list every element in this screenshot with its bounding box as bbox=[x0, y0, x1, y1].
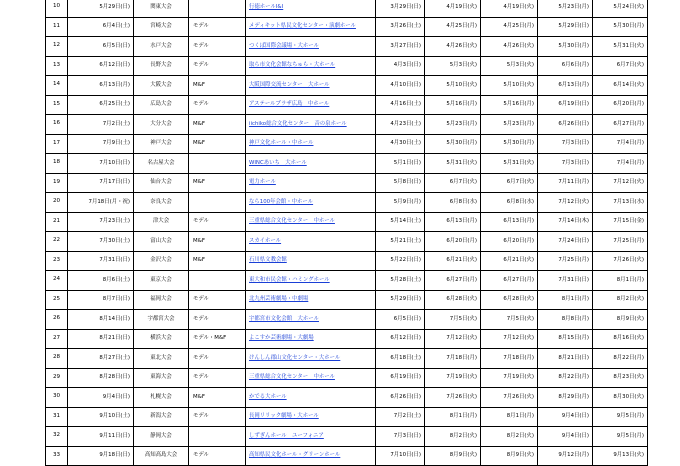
date-cell-2: 4月19日(火) bbox=[425, 0, 481, 17]
table-row bbox=[46, 154, 648, 174]
date-cell-5: 8月9日(火) bbox=[593, 310, 648, 330]
row-number-cell: 23 bbox=[46, 251, 68, 271]
date-cell-1: 3月26日(土) bbox=[376, 17, 425, 37]
category-cell: モデル・M&F bbox=[189, 329, 246, 349]
category-cell: M&F bbox=[189, 115, 246, 135]
event-date-cell: 7月18日(月・祝) bbox=[68, 193, 134, 213]
date-cell-5: 7月13日(水) bbox=[593, 193, 648, 213]
venue-link[interactable]: 三重県総合文化センター 中ホール bbox=[249, 374, 335, 381]
venue-link[interactable]: 大阪国際交流センター 大ホール bbox=[249, 81, 330, 88]
date-cell-2: 4月26日(火) bbox=[425, 37, 481, 57]
row-number-cell: 25 bbox=[46, 290, 68, 310]
venue-link-cell bbox=[246, 446, 376, 466]
category-cell: モデル bbox=[189, 407, 246, 427]
table-row bbox=[46, 310, 648, 330]
date-cell-4: 6月13日(月) bbox=[538, 76, 593, 96]
date-cell-3: 6月21日(火) bbox=[481, 251, 538, 271]
event-name-cell: 神戸大会 bbox=[134, 134, 189, 154]
category-cell: モデル bbox=[189, 95, 246, 115]
category-cell: モデル bbox=[189, 212, 246, 232]
date-cell-4: 7月31日(日) bbox=[538, 271, 593, 291]
date-cell-1: 3月29日(日) bbox=[376, 0, 425, 17]
venue-link-cell bbox=[246, 56, 376, 76]
date-cell-2: 7月12日(火) bbox=[425, 329, 481, 349]
venue-link[interactable]: なら100年会館・中ホール bbox=[249, 198, 314, 205]
category-cell: モデル bbox=[189, 290, 246, 310]
venue-link-cell bbox=[246, 76, 376, 96]
schedule-sheet bbox=[45, 0, 647, 466]
date-cell-5: 8月2日(火) bbox=[593, 290, 648, 310]
date-cell-4: 8月8日(月) bbox=[538, 310, 593, 330]
category-cell bbox=[189, 427, 246, 447]
table-row bbox=[46, 193, 648, 213]
venue-link[interactable]: 三重県総合文化センター 中ホール bbox=[249, 218, 335, 225]
venue-link-cell bbox=[246, 212, 376, 232]
row-number-cell: 14 bbox=[46, 76, 68, 96]
row-number-cell: 16 bbox=[46, 115, 68, 135]
date-cell-3: 5月10日(火) bbox=[481, 76, 538, 96]
schedule-table bbox=[45, 0, 648, 466]
date-cell-2: 5月16日(月) bbox=[425, 95, 481, 115]
venue-link[interactable]: しずぎんホール ユーフォニア bbox=[249, 432, 324, 439]
venue-link[interactable]: 電力ホール bbox=[249, 179, 276, 186]
date-cell-3: 6月7日(火) bbox=[481, 173, 538, 193]
event-name-cell: 東京大会 bbox=[134, 271, 189, 291]
category-cell: M&F bbox=[189, 251, 246, 271]
event-date-cell: 8月28日(日) bbox=[68, 368, 134, 388]
date-cell-5: 6月27日(月) bbox=[593, 115, 648, 135]
event-name-cell: 福岡大会 bbox=[134, 290, 189, 310]
date-cell-5: 7月25日(月) bbox=[593, 232, 648, 252]
category-cell bbox=[189, 0, 246, 17]
category-cell: モデル bbox=[189, 349, 246, 369]
date-cell-1: 5月8日(日) bbox=[376, 173, 425, 193]
category-cell bbox=[189, 154, 246, 174]
date-cell-4: 8月29日(月) bbox=[538, 388, 593, 408]
table-row bbox=[46, 115, 648, 135]
event-name-cell: 高知高島大会 bbox=[134, 446, 189, 466]
table-row bbox=[46, 271, 648, 291]
date-cell-3: 7月12日(火) bbox=[481, 329, 538, 349]
category-cell: モデル bbox=[189, 17, 246, 37]
event-date-cell: 8月14日(日) bbox=[68, 310, 134, 330]
venue-link[interactable]: iichiko総合文化センター 音の泉ホール bbox=[249, 120, 347, 127]
date-cell-2: 6月27日(月) bbox=[425, 271, 481, 291]
table-row bbox=[46, 37, 648, 57]
date-cell-4: 9月12日(月) bbox=[538, 446, 593, 466]
event-name-cell: 金沢大会 bbox=[134, 251, 189, 271]
venue-link-cell bbox=[246, 17, 376, 37]
table-row bbox=[46, 329, 648, 349]
venue-link[interactable]: 長岡リリック劇場・大ホール bbox=[249, 413, 319, 420]
date-cell-1: 3月27日(日) bbox=[376, 37, 425, 57]
date-cell-3: 5月23日(月) bbox=[481, 115, 538, 135]
date-cell-3: 8月1日(月) bbox=[481, 407, 538, 427]
date-cell-2: 5月3日(火) bbox=[425, 56, 481, 76]
venue-link-cell bbox=[246, 193, 376, 213]
date-cell-4: 7月11日(月) bbox=[538, 173, 593, 193]
date-cell-2: 7月19日(火) bbox=[425, 368, 481, 388]
venue-link[interactable]: 石川県文教会館 bbox=[249, 257, 287, 264]
category-cell: モデル bbox=[189, 368, 246, 388]
date-cell-5: 9月5日(月) bbox=[593, 427, 648, 447]
date-cell-4: 6月26日(日) bbox=[538, 115, 593, 135]
date-cell-1: 4月30日(土) bbox=[376, 134, 425, 154]
event-name-cell: 宇都宮大会 bbox=[134, 310, 189, 330]
event-name-cell: 広島大会 bbox=[134, 95, 189, 115]
date-cell-5: 7月4日(月) bbox=[593, 134, 648, 154]
venue-link-cell bbox=[246, 427, 376, 447]
date-cell-1: 5月1日(日) bbox=[376, 154, 425, 174]
event-name-cell: 宮崎大会 bbox=[134, 17, 189, 37]
date-cell-4: 7月25日(月) bbox=[538, 251, 593, 271]
venue-link-cell bbox=[246, 115, 376, 135]
date-cell-5: 7月4日(月) bbox=[593, 154, 648, 174]
venue-link-cell bbox=[246, 271, 376, 291]
event-date-cell: 5月29日(日) bbox=[68, 0, 134, 17]
venue-link-cell bbox=[246, 251, 376, 271]
event-date-cell: 6月25日(土) bbox=[68, 95, 134, 115]
date-cell-3: 6月13日(月) bbox=[481, 212, 538, 232]
date-cell-3: 7月19日(火) bbox=[481, 368, 538, 388]
event-date-cell: 8月27日(土) bbox=[68, 349, 134, 369]
date-cell-4: 5月30日(月) bbox=[538, 37, 593, 57]
table-row bbox=[46, 173, 648, 193]
date-cell-3: 5月31日(火) bbox=[481, 154, 538, 174]
date-cell-2: 6月20日(月) bbox=[425, 232, 481, 252]
date-cell-3: 5月16日(月) bbox=[481, 95, 538, 115]
date-cell-3: 8月9日(火) bbox=[481, 446, 538, 466]
event-date-cell: 8月21日(日) bbox=[68, 329, 134, 349]
date-cell-1: 4月23日(土) bbox=[376, 115, 425, 135]
date-cell-5: 5月24日(火) bbox=[593, 0, 648, 17]
date-cell-2: 6月8日(水) bbox=[425, 193, 481, 213]
event-date-cell: 6月12日(日) bbox=[68, 56, 134, 76]
row-number-cell: 15 bbox=[46, 95, 68, 115]
event-date-cell: 8月7日(日) bbox=[68, 290, 134, 310]
date-cell-2: 5月31日(火) bbox=[425, 154, 481, 174]
date-cell-2: 8月1日(月) bbox=[425, 407, 481, 427]
date-cell-1: 5月14日(土) bbox=[376, 212, 425, 232]
schedule-rows bbox=[46, 0, 648, 466]
table-row bbox=[46, 76, 648, 96]
event-date-cell: 9月10日(土) bbox=[68, 407, 134, 427]
date-cell-1: 5月9日(月) bbox=[376, 193, 425, 213]
category-cell: モデル bbox=[189, 37, 246, 57]
date-cell-3: 7月26日(火) bbox=[481, 388, 538, 408]
event-name-cell: 奈良大会 bbox=[134, 193, 189, 213]
row-number-cell: 26 bbox=[46, 310, 68, 330]
row-number-cell: 33 bbox=[46, 446, 68, 466]
date-cell-5: 8月23日(火) bbox=[593, 368, 648, 388]
category-cell bbox=[189, 271, 246, 291]
date-cell-5: 6月14日(火) bbox=[593, 76, 648, 96]
row-number-cell: 19 bbox=[46, 173, 68, 193]
event-date-cell: 7月10日(日) bbox=[68, 154, 134, 174]
date-cell-2: 6月13日(月) bbox=[425, 212, 481, 232]
date-cell-5: 5月30日(月) bbox=[593, 17, 648, 37]
date-cell-2: 6月21日(火) bbox=[425, 251, 481, 271]
row-number-cell: 28 bbox=[46, 349, 68, 369]
date-cell-2: 5月30日(月) bbox=[425, 134, 481, 154]
venue-link-cell bbox=[246, 329, 376, 349]
event-name-cell: 東北大会 bbox=[134, 349, 189, 369]
date-cell-4: 9月4日(日) bbox=[538, 427, 593, 447]
category-cell: M&F bbox=[189, 388, 246, 408]
venue-link[interactable]: 高知県民文化ホール・グリーンホール bbox=[249, 452, 341, 459]
date-cell-2: 4月25日(月) bbox=[425, 17, 481, 37]
table-row bbox=[46, 290, 648, 310]
venue-link[interactable]: WINCあいち 大ホール bbox=[249, 159, 307, 166]
date-cell-4: 7月12日(火) bbox=[538, 193, 593, 213]
date-cell-5: 7月12日(火) bbox=[593, 173, 648, 193]
table-row bbox=[46, 446, 648, 466]
date-cell-5: 8月22日(月) bbox=[593, 349, 648, 369]
table-row bbox=[46, 368, 648, 388]
table-row bbox=[46, 407, 648, 427]
row-number-cell: 12 bbox=[46, 37, 68, 57]
date-cell-1: 7月3日(日) bbox=[376, 427, 425, 447]
date-cell-2: 7月5日(火) bbox=[425, 310, 481, 330]
date-cell-2: 6月7日(火) bbox=[425, 173, 481, 193]
venue-link[interactable]: 東大和市民会館・ハミングホール bbox=[249, 276, 330, 283]
date-cell-1: 4月16日(土) bbox=[376, 95, 425, 115]
venue-link[interactable]: 北九州芸術劇場・中劇場 bbox=[249, 296, 309, 303]
date-cell-3: 6月20日(月) bbox=[481, 232, 538, 252]
event-name-cell: 関東大会 bbox=[134, 0, 189, 17]
date-cell-3: 6月28日(火) bbox=[481, 290, 538, 310]
venue-link[interactable]: 神戸文化ホール・中ホール bbox=[249, 140, 314, 147]
date-cell-5: 9月5日(月) bbox=[593, 407, 648, 427]
table-row bbox=[46, 349, 648, 369]
date-cell-3: 6月8日(水) bbox=[481, 193, 538, 213]
row-number-cell: 20 bbox=[46, 193, 68, 213]
date-cell-4: 7月24日(日) bbox=[538, 232, 593, 252]
event-name-cell: 富山大会 bbox=[134, 232, 189, 252]
table-row bbox=[46, 134, 648, 154]
date-cell-2: 7月18日(月) bbox=[425, 349, 481, 369]
date-cell-4: 9月4日(日) bbox=[538, 407, 593, 427]
category-cell: M&F bbox=[189, 134, 246, 154]
date-cell-5: 9月13日(火) bbox=[593, 446, 648, 466]
event-date-cell: 6月4日(土) bbox=[68, 17, 134, 37]
event-name-cell: 名古屋大会 bbox=[134, 154, 189, 174]
row-number-cell: 18 bbox=[46, 154, 68, 174]
event-date-cell: 6月5日(日) bbox=[68, 37, 134, 57]
table-row bbox=[46, 251, 648, 271]
category-cell: M&F bbox=[189, 76, 246, 96]
event-name-cell: 横浜大会 bbox=[134, 329, 189, 349]
table-row bbox=[46, 427, 648, 447]
event-date-cell: 9月18日(日) bbox=[68, 446, 134, 466]
row-number-cell: 27 bbox=[46, 329, 68, 349]
event-name-cell: 大阪大会 bbox=[134, 76, 189, 96]
event-name-cell: 札幌大会 bbox=[134, 388, 189, 408]
event-date-cell: 7月30日(土) bbox=[68, 232, 134, 252]
table-row bbox=[46, 0, 648, 17]
venue-link[interactable]: かでる大ホール bbox=[249, 393, 287, 400]
date-cell-2: 5月23日(月) bbox=[425, 115, 481, 135]
event-name-cell: 長野大会 bbox=[134, 56, 189, 76]
date-cell-5: 8月16日(火) bbox=[593, 329, 648, 349]
row-number-cell: 24 bbox=[46, 271, 68, 291]
event-date-cell: 7月9日(土) bbox=[68, 134, 134, 154]
category-cell: モデル bbox=[189, 56, 246, 76]
table-row bbox=[46, 17, 648, 37]
date-cell-4: 7月14日(木) bbox=[538, 212, 593, 232]
date-cell-1: 5月22日(日) bbox=[376, 251, 425, 271]
date-cell-4: 5月29日(日) bbox=[538, 17, 593, 37]
category-cell: M&F bbox=[189, 173, 246, 193]
row-number-cell: 17 bbox=[46, 134, 68, 154]
date-cell-5: 8月1日(月) bbox=[593, 271, 648, 291]
date-cell-4: 6月19日(日) bbox=[538, 95, 593, 115]
date-cell-4: 8月21日(日) bbox=[538, 349, 593, 369]
table-row bbox=[46, 232, 648, 252]
row-number-cell: 10 bbox=[46, 0, 68, 17]
date-cell-1: 4月3日(日) bbox=[376, 56, 425, 76]
date-cell-1: 6月12日(日) bbox=[376, 329, 425, 349]
venue-link[interactable]: アステールプラザ広島 中ホール bbox=[249, 101, 330, 108]
date-cell-1: 7月10日(日) bbox=[376, 446, 425, 466]
event-name-cell: 津大会 bbox=[134, 212, 189, 232]
row-number-cell: 30 bbox=[46, 388, 68, 408]
table-row bbox=[46, 212, 648, 232]
date-cell-1: 6月26日(日) bbox=[376, 388, 425, 408]
venue-link-cell bbox=[246, 154, 376, 174]
venue-link-cell bbox=[246, 37, 376, 57]
event-name-cell: 静岡大会 bbox=[134, 427, 189, 447]
date-cell-3: 5月3日(火) bbox=[481, 56, 538, 76]
event-name-cell: 東海大会 bbox=[134, 368, 189, 388]
date-cell-5: 5月31日(火) bbox=[593, 37, 648, 57]
date-cell-4: 6月6日(月) bbox=[538, 56, 593, 76]
event-name-cell: 大分大会 bbox=[134, 115, 189, 135]
venue-link[interactable]: つくば国際会議場・大ホール bbox=[249, 42, 319, 49]
date-cell-4: 7月3日(日) bbox=[538, 134, 593, 154]
venue-link[interactable]: よこすか芸術劇場・大劇場 bbox=[249, 335, 314, 342]
venue-link-cell bbox=[246, 388, 376, 408]
date-cell-4: 8月15日(月) bbox=[538, 329, 593, 349]
date-cell-2: 8月2日(火) bbox=[425, 427, 481, 447]
category-cell: M&F bbox=[189, 232, 246, 252]
venue-link-cell bbox=[246, 368, 376, 388]
row-number-cell: 32 bbox=[46, 427, 68, 447]
date-cell-3: 6月27日(月) bbox=[481, 271, 538, 291]
date-cell-3: 4月19日(火) bbox=[481, 0, 538, 17]
venue-link[interactable]: 行徳ホールI&I bbox=[249, 3, 284, 10]
date-cell-5: 8月30日(火) bbox=[593, 388, 648, 408]
venue-link-cell bbox=[246, 0, 376, 17]
date-cell-3: 5月30日(月) bbox=[481, 134, 538, 154]
row-number-cell: 22 bbox=[46, 232, 68, 252]
venue-link[interactable]: 宇都宮市文化会館 大ホール bbox=[249, 315, 319, 322]
event-date-cell: 9月11日(日) bbox=[68, 427, 134, 447]
date-cell-3: 8月2日(火) bbox=[481, 427, 538, 447]
event-name-cell: 水戸大会 bbox=[134, 37, 189, 57]
event-name-cell: 新潟大会 bbox=[134, 407, 189, 427]
date-cell-4: 5月23日(月) bbox=[538, 0, 593, 17]
category-cell: モデル bbox=[189, 310, 246, 330]
row-number-cell: 21 bbox=[46, 212, 68, 232]
date-cell-5: 7月26日(火) bbox=[593, 251, 648, 271]
date-cell-3: 7月5日(火) bbox=[481, 310, 538, 330]
category-cell: モデル bbox=[189, 446, 246, 466]
event-date-cell: 7月17日(日) bbox=[68, 173, 134, 193]
date-cell-5: 7月15日(金) bbox=[593, 212, 648, 232]
venue-link-cell bbox=[246, 134, 376, 154]
row-number-cell: 31 bbox=[46, 407, 68, 427]
venue-link[interactable]: 取ら市文化会館なちゅら・大ホール bbox=[249, 62, 336, 69]
table-row bbox=[46, 95, 648, 115]
venue-link-cell bbox=[246, 349, 376, 369]
venue-link[interactable]: メディキット県民文化センター・演劇ホール bbox=[249, 23, 356, 30]
date-cell-1: 5月29日(日) bbox=[376, 290, 425, 310]
event-date-cell: 7月23日(土) bbox=[68, 212, 134, 232]
venue-link-cell bbox=[246, 407, 376, 427]
event-date-cell: 8月6日(土) bbox=[68, 271, 134, 291]
event-name-cell: 仙台大会 bbox=[134, 173, 189, 193]
event-date-cell: 9月4日(日) bbox=[68, 388, 134, 408]
date-cell-2: 8月9日(火) bbox=[425, 446, 481, 466]
date-cell-5: 6月7日(火) bbox=[593, 56, 648, 76]
date-cell-1: 6月19日(日) bbox=[376, 368, 425, 388]
venue-link[interactable]: けんしん郡山文化センター・大ホール bbox=[249, 354, 341, 361]
date-cell-1: 7月2日(土) bbox=[376, 407, 425, 427]
event-date-cell: 6月13日(月) bbox=[68, 76, 134, 96]
row-number-cell: 29 bbox=[46, 368, 68, 388]
venue-link-cell bbox=[246, 95, 376, 115]
venue-link-cell bbox=[246, 310, 376, 330]
venue-link[interactable]: スカイホール bbox=[249, 237, 282, 244]
venue-link-cell bbox=[246, 232, 376, 252]
date-cell-2: 5月10日(火) bbox=[425, 76, 481, 96]
row-number-cell: 13 bbox=[46, 56, 68, 76]
date-cell-1: 4月10日(日) bbox=[376, 76, 425, 96]
date-cell-4: 8月22日(月) bbox=[538, 368, 593, 388]
table-row bbox=[46, 56, 648, 76]
date-cell-1: 5月28日(土) bbox=[376, 271, 425, 291]
date-cell-2: 6月28日(火) bbox=[425, 290, 481, 310]
date-cell-3: 4月26日(火) bbox=[481, 37, 538, 57]
row-number-cell: 11 bbox=[46, 17, 68, 37]
date-cell-1: 6月18日(土) bbox=[376, 349, 425, 369]
venue-link-cell bbox=[246, 290, 376, 310]
event-date-cell: 7月2日(土) bbox=[68, 115, 134, 135]
date-cell-3: 7月18日(月) bbox=[481, 349, 538, 369]
date-cell-4: 7月3日(日) bbox=[538, 154, 593, 174]
table-row bbox=[46, 388, 648, 408]
date-cell-1: 6月5日(日) bbox=[376, 310, 425, 330]
date-cell-3: 4月25日(月) bbox=[481, 17, 538, 37]
date-cell-1: 5月21日(土) bbox=[376, 232, 425, 252]
date-cell-4: 8月1日(月) bbox=[538, 290, 593, 310]
category-cell bbox=[189, 193, 246, 213]
date-cell-2: 7月26日(火) bbox=[425, 388, 481, 408]
venue-link-cell bbox=[246, 173, 376, 193]
event-date-cell: 7月31日(日) bbox=[68, 251, 134, 271]
date-cell-5: 6月20日(月) bbox=[593, 95, 648, 115]
